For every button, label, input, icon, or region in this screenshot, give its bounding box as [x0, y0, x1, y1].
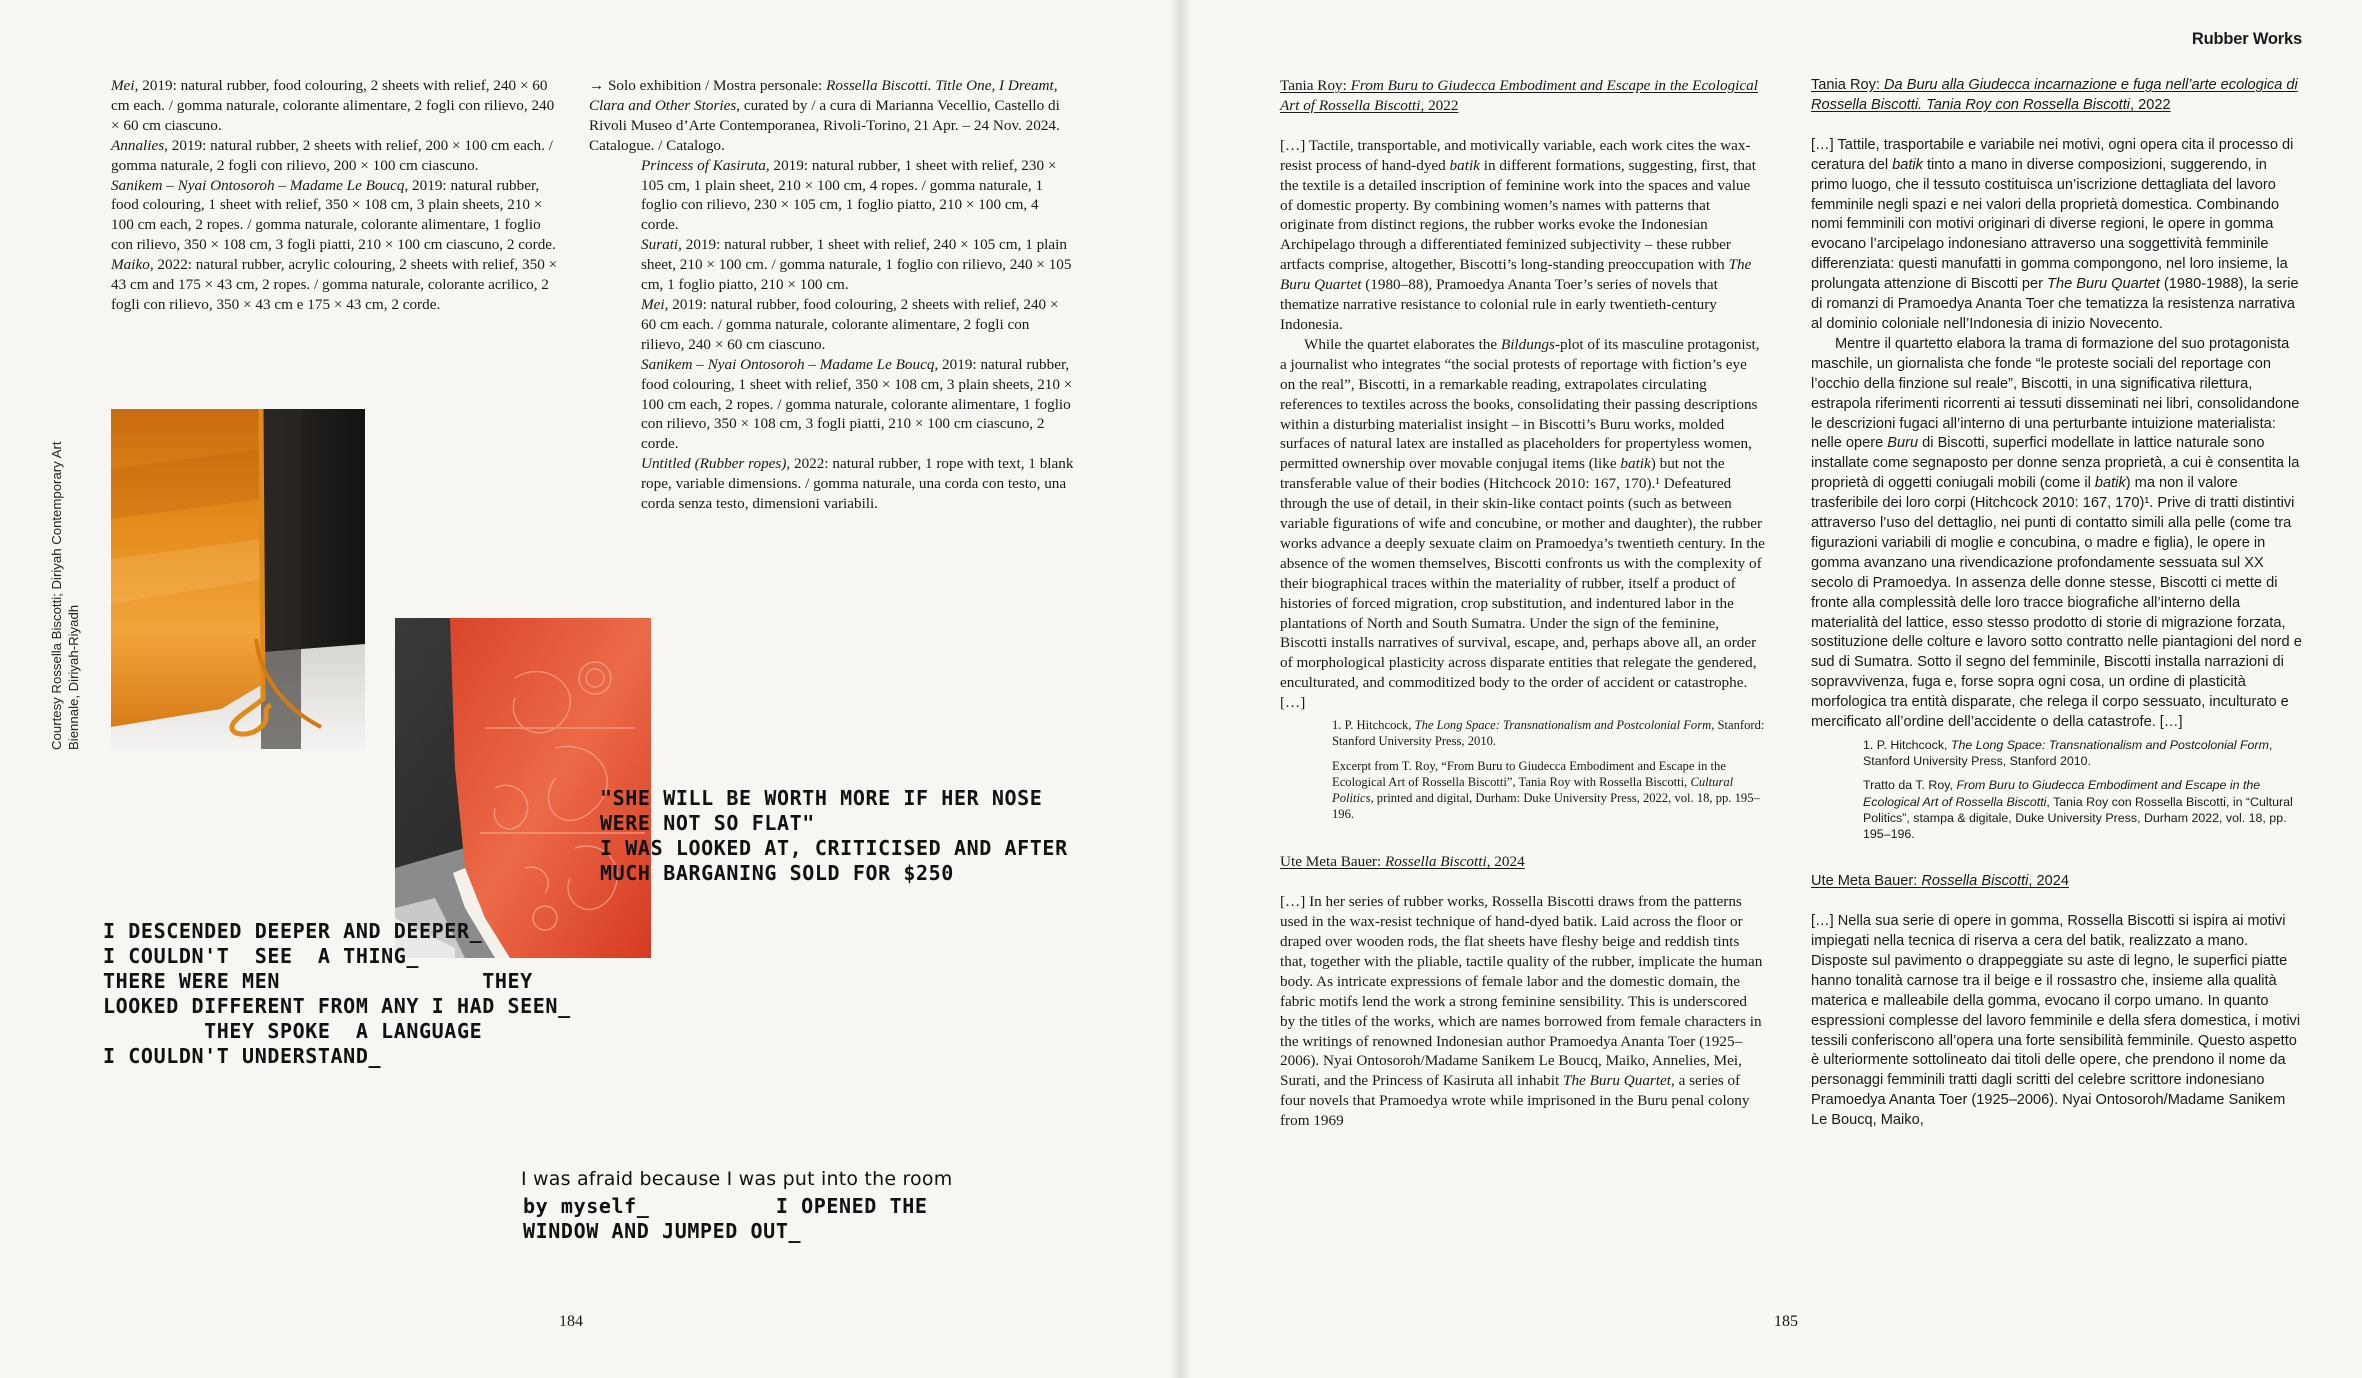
- work-entry-mei-2: Mei, 2019: natural rubber, food colouring, 2 sheets with relief, 240 × 60 cm each. / gomma naturale, colorante alimentare, 2 fogli con rilievo, 240 × 60 cm ciascuno.: [641, 295, 1059, 353]
- footnotes-roy-en: [1280, 717, 1765, 822]
- essay-heading-roy-en: Tania Roy: From Buru to Giudecca Embodiment and Escape in the Ecological Art of Rossella Biscotti, 2022: [1280, 77, 1758, 114]
- work-entry-sanikem: Sanikem – Nyai Ontosoroh – Madame Le Boucq, 2019: natural rubber, food colouring, 1 sheet with relief, 350 × 108 cm, 3 plain sheets, 210 × 100 cm each, 2 ropes. / gomma naturale, colorante alimentare, 1 foglio con rilievo, 350 × 108 cm, 3 fogli piatti, 210 × 100 cm ciascuno, 2 corde.: [111, 176, 556, 254]
- essay-heading-bauer-en: Ute Meta Bauer: Rossella Biscotti, 2024: [1280, 853, 1525, 871]
- work-entry-surati: Surati, 2019: natural rubber, 1 sheet with relief, 240 × 105 cm, 1 plain sheet, 210 × 100 cm. / gomma naturale, 1 foglio con rilievo, 240 × 105 cm, 1 foglio piatto, 210 × 100 cm.: [641, 236, 1072, 294]
- page-number-right: 185: [1774, 1313, 1798, 1330]
- footnote-1-en: 1. P. Hitchcock, The Long Space: Transnationalism and Postcolonial Form, Stanford: Stanford University Press, 2010.: [1332, 718, 1765, 749]
- works-list-column-1: [111, 76, 561, 315]
- artwork-photo-amber-rubber: [111, 409, 365, 749]
- handwritten-quote-nose: "SHE WILL BE WORTH MORE IF HER NOSE WERE NOT SO FLAT" I WAS LOOKED AT, CRITICISED AND AFTER MUCH BARGANING SOLD FOR $250: [600, 786, 1068, 885]
- footnote-1-it: 1. P. Hitchcock, The Long Space: Transnationalism and Postcolonial Form, Stanford University Press, Stanford 2010.: [1863, 738, 2273, 769]
- running-head: Rubber Works: [2191, 30, 2302, 48]
- essay-roy-it-paragraph-2: Mentre il quartetto elabora la trama di formazione del suo protagonista maschile, un giornalista che fonde “le proteste sociali del reportage con l’occhio della finzione sul reale”, Biscotti, in una significativa rilettura, estrapola riferimenti ricorrenti ai tessuti disseminati nei libri, consolidandone le descrizioni fugaci all’interno di una perturbante intuizione materialista: nelle opere Buru di Biscotti, superfici modellate in lattice naturale sono installate come segnaposto per donne senza proprietà, a cui è consentita la proprietà di oggetti coniugali mobili (come il batik) ma non il valore trasferibile dei loro corpi (Hitchcock 2010: 167, 170)¹. Prive di tratti distintivi attraverso l’uso del dettaglio, nei punti di contatto simili alla pelle (come tra figurazioni variabili di moglie e concubina, o madre e figlia), le opere in gomma avanzano una rivendicazione profondamente sessuata sul XX secolo di Pramoedya. In assenza delle donne stesse, Biscotti ci mette di fronte alla complessità delle loro tracce biografiche all’interno della materialità del lattice, esso stesso prodotto di storie di migrazione forzata, sostituzione delle colture e lavoro sotto contratto nelle piantagioni del nord e sud di Sumatra. Sotto il segno del femminile, Biscotti installa narrazioni di sopravvivenza, fuga e, forse sopra ogni cosa, un ordine di plasticità morfologica tra entità disparate, che relega il corpo sessuato, inculturato e mercificato all’ordine dell’accidente o della catastrofe. […]: [1811, 335, 2302, 731]
- right-page: [1181, 0, 2362, 1378]
- work-entry-sanikem-2: Sanikem – Nyai Ontosoroh – Madame Le Boucq, 2019: natural rubber, food colouring, 1 sheet with relief, 350 × 108 cm, 3 plain sheets, 210 × 100 cm each, 2 ropes. / gomma naturale, colorante alimentare, 1 foglio con rilievo, 350 × 108 cm, 3 fogli piatti, 210 × 100 cm ciascuno, 2 corde.: [641, 355, 1073, 453]
- exhibition-entry: → Solo exhibition / Mostra personale: Rossella Biscotti. Title One, I Dreamt, Clara and Other Stories, curated by / a cura di Marianna Vecellio, Castello di Rivoli Museo d’Arte Contemporanea, Rivoli-Torino, 21 Apr. – 24 Nov. 2024. Catalogue. / Catalogo.: [589, 77, 1060, 154]
- handwritten-quote-window: by myself_ I OPENED THE WINDOW AND JUMPED OUT_: [523, 1194, 928, 1243]
- excerpt-source-en: Excerpt from T. Roy, “From Buru to Giudecca Embodiment and Escape in the Ecological Art of Rossella Biscotti”, Tania Roy with Rossella Biscotti, Cultural Politics, printed and digital, Durham: Duke University Press, 2022, vol. 18, pp. 195–196.: [1332, 758, 1760, 822]
- essay-roy-en-paragraph-2: While the quartet elaborates the Bildungs-plot of its masculine protagonist, a journalist who integrates “the social protests of reportage with fiction’s eye on the real”, Biscotti, in a remarkable reading, extrapolates circulating references to textiles across the books, consolidating their passing descriptions within a disturbing materialist insight – in Biscotti’s Buru works, molded surfaces of natural latex are installed as placeholders for propertyless women, permitted ownership over movable conjugal items (like batik) but not the transferable value of their bodies (Hitchcock 2010: 167, 170).¹ Defeatured through the use of detail, in their skin-like contact points (such as between variable figurations of wife and concubine, or mother and daughter), the rubber works advance a deeply sexuate claim on Pramoedya’s twentieth century. In the absence of the women themselves, Biscotti confronts us with the complexity of their biographical traces within the materiality of rubber, itself a product of histories of forced migration, crop substitution, and indentured labor in the plantations of North and South Sumatra. Under the sign of the feminine, Biscotti installs narratives of survival, escape, and, perhaps above all, an order of morphological plasticity across disparate entities that relegate the gendered, enculturated, and commoditized body to the order of accident or catastrophe. […]: [1280, 335, 1765, 712]
- work-entry-maiko: Maiko, 2022: natural rubber, acrylic colouring, 2 sheets with relief, 350 × 43 cm and 175 × 43 cm, 2 ropes. / gomma naturale, colorante acrilico, 2 fogli con rilievo, 350 × 43 cm e 175 × 43 cm, 2 corde.: [111, 256, 558, 313]
- excerpt-source-it: Tratto da T. Roy, From Buru to Giudecca Embodiment and Escape in the Ecological Art of Rossella Biscotti, Tania Roy con Rossella Biscotti, in “Cultural Politics”, stampa & digitale, Duke University Press, Durham 2022, vol. 18, pp. 195–196.: [1863, 778, 2293, 842]
- work-entry-mei: Mei, 2019: natural rubber, food colouring, 2 sheets with relief, 240 × 60 cm each. / gomma naturale, colorante alimentare, 2 fogli con rilievo, 240 × 60 cm ciascuno.: [111, 77, 555, 134]
- amber-rubber-image: [111, 409, 365, 749]
- book-gutter: [1170, 0, 1192, 1378]
- page-number-left: 184: [559, 1313, 583, 1330]
- footnotes-roy-it: [1811, 737, 2303, 842]
- works-list-column-2: [589, 76, 1076, 514]
- work-entry-untitled-ropes: Untitled (Rubber ropes), 2022: natural rubber, 1 rope with text, 1 blank rope, variable dimensions. / gomma naturale, una corda con testo, una corda senza testo, dimensioni variabili.: [641, 455, 1074, 513]
- handwritten-quote-afraid-line1: I was afraid because I was put into the room: [521, 1168, 953, 1190]
- essay-roy-it-paragraph-1: […] Tattile, trasportabile e variabile nei motivi, ogni opera cita il processo di ceratura del batik tinto a mano in diverse composizioni, suggerendo, in primo luogo, che il tessuto costituisca un’iscrizione dettagliata del lavoro femminile negli spazi e nei valori della proprietà domestica. Combinando nomi femminili con motivi originari di diverse regioni, le opere in gomma evocano l’arcipelago indonesiano attraverso una soggettività femminile differenziata: questi manufatti in gomma compongono, nel loro insieme, la prolungata attenzione di Biscotti per The Buru Quartet (1980-1988), la serie di romanzi di Pramoedya Ananta Toer che tematizza la resistenza narrativa al dominio coloniale nell’Indonesia di inizio Novecento.: [1811, 136, 2299, 332]
- work-entry-princess-of-kasiruta: Princess of Kasiruta, 2019: natural rubber, 1 sheet with relief, 230 × 105 cm, 1 plain sheet, 210 × 100 cm, 4 ropes. / gomma naturale, 1 foglio con rilievo, 230 × 105 cm, 1 foglio piatto, 210 × 100 cm, 4 corde.: [641, 156, 1057, 234]
- handwritten-quote-descended: I DESCENDED DEEPER AND DEEPER_ I COULDN'T SEE A THING_ THERE WERE MEN THEY LOOKED DIFFERENT FROM ANY I HAD SEEN_ THEY SPOKE A LANGUAGE I COULDN'T UNDERSTAND_: [103, 919, 571, 1068]
- english-essay-column: [1280, 76, 1765, 1131]
- essay-roy-en-paragraph-1: […] Tactile, transportable, and motivically variable, each work cites the wax-resist process of hand-dyed batik in different formations, suggesting, first, that the textile is a detailed inscription of feminine work into the spaces and value of domestic property. By combining women’s names with patterns that originate from distinct regions, the rubber works evoke the Indonesian Archipelago through a differentiated feminized subjectivity – these rubber artfacts comprise, altogether, Biscotti’s long-standing preoccupation with The Buru Quartet (1980–88), Pramoedya Ananta Toer’s series of novels that thematize narrative resistance to colonial rule in early twentieth-century Indonesia.: [1280, 136, 1756, 333]
- italian-essay-column: [1811, 76, 2303, 1131]
- photo-credit: Courtesy Rossella Biscotti; Diriyah Contemporary Art Biennale, Diriyah-Riyadh: [49, 441, 81, 750]
- essay-heading-roy-it: Tania Roy: Da Buru alla Giudecca incarnazione e fuga nell’arte ecologica di Rossella Biscotti. Tania Roy con Rossella Biscotti, 2022: [1811, 77, 2298, 113]
- essay-bauer-en-paragraph-1: […] In her series of rubber works, Rossella Biscotti draws from the patterns used in the wax-resist technique of hand-dyed batik. Laid across the floor or draped over wooden rods, the flat sheets have fleshy beige and reddish tints that, together with the pliable, tactile quality of the rubber, implicate the human body. As intricate expressions of female labor and the domestic domain, the fabric motifs lend the work a strong feminine sensibility. This is underscored by the titles of the works, which are names borrowed from female characters in the writings of renowned Indonesian author Pramoedya Ananta Toer (1925–2006). Nyai Ontosoroh/Madame Sanikem Le Boucq, Maiko, Annelies, Mei, Surati, and the Princess of Kasiruta all inhabit The Buru Quartet, a series of four novels that Pramoedya wrote while imprisoned in the Buru penal colony from 1969: [1280, 893, 1763, 1130]
- essay-bauer-it-paragraph-1: […] Nella sua serie di opere in gomma, Rossella Biscotti si ispira ai motivi impiegati nella tecnica di riserva a cera del batik, realizzato a mano. Disposte sul pavimento o drappeggiate su aste di legno, le superfici piatte hanno tonalità carnose tra il beige e il rossastro che, insieme alla qualità materica e malleabile della gomma, evocano il corpo umano. In quanto espressioni complesse del lavoro femminile e della sfera domestica, i motivi tessili conferiscono all’opera una forte sensibilità femminile. Questo aspetto è ulteriormente sottolineato dai titoli delle opere, che prendono il nome da personaggi femminili tratti dagli scritti del celebre scrittore indonesiano Pramoedya Ananta Toer (1925–2006). Nyai Ontosoroh/Madame Sanikem Le Boucq, Maiko,: [1811, 913, 2301, 1129]
- work-entry-annalies: Annalies, 2019: natural rubber, 2 sheets with relief, 200 × 100 cm each. / gomma naturale, 2 fogli con rilievo, 200 × 100 cm ciascuno.: [111, 136, 553, 174]
- essay-heading-bauer-it: Ute Meta Bauer: Rossella Biscotti, 2024: [1811, 873, 2069, 890]
